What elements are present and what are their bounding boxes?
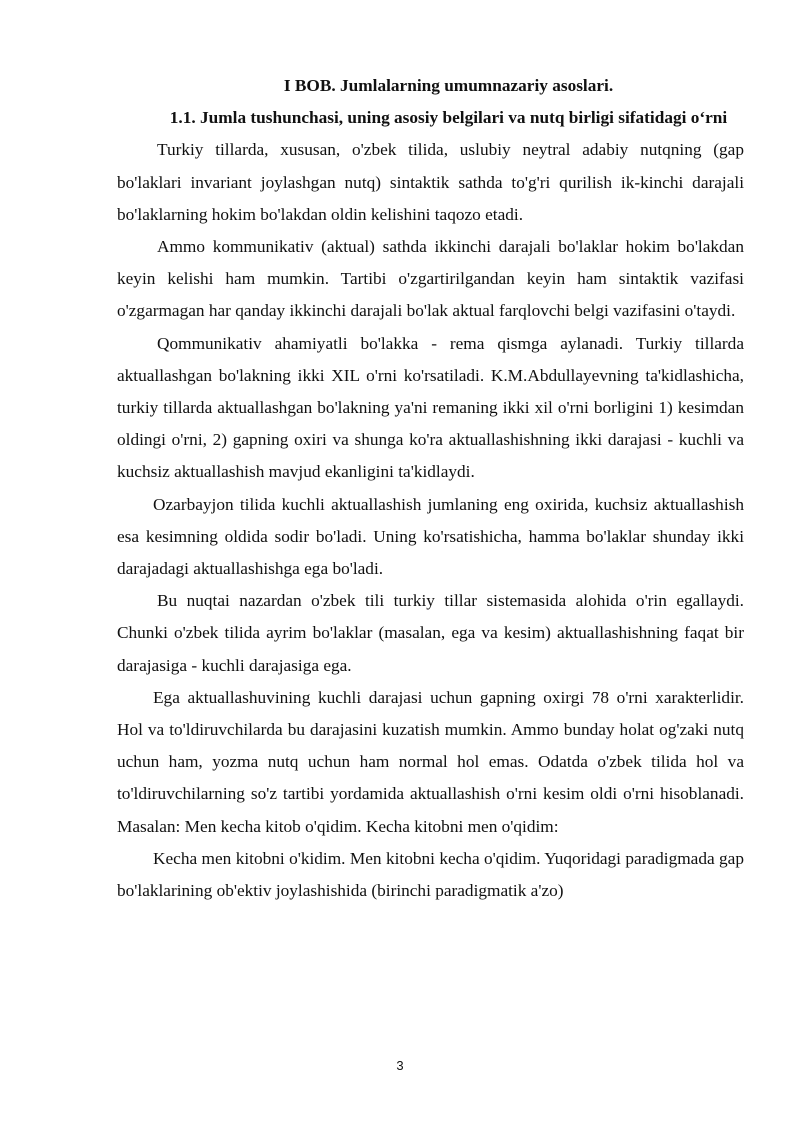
paragraph-1: Turkiy tillarda, xususan, o'zbek tilida, uslubiy neytral adabiy nutqning (gap bo'laklari invariant joylashgan nutq) sintaktik sathda to'g'ri qurilish ik-kinchi darajali bo'laklarning hokim bo'lakdan oldin kelishini taqozo etadi. [117,140,744,224]
page-number: 3 [396,1058,404,1073]
paragraph-4: Ozarbayjon tilida kuchli aktuallashish jumlaning eng oxirida, kuchsiz aktuallashish esa kesimning oldida sodir bo'ladi. Uning ko'rsatishicha, hamma bo'laklar shunday ikki darajadagi aktuallashishga ega bo'ladi. [117,494,744,579]
chapter-title: I BOB. Jumlalarning umumnazariy asoslari. [283,76,614,95]
paragraph-6: Ega aktuallashuvining kuchli darajasi uchun gapning oxirgi 78 o'rni xarakterlidir. Hol va to'ldiruvchilarda bu darajasini kuzatish mumkin. Ammo bunday holat og'zaki nutq uchun ham, yozma nutq uchun ham normal hol emas. Odatda o'zbek tilida hol va to'ldiruvchilarning so'z tartibi yordamida aktuallashish o'rni kesim oldi o'rni hisoblanadi. Masalan: Men kecha kitob o'qidim. Kecha kitobni men o'qidim: [117,687,744,836]
paragraph-5: Bu nuqtai nazardan o'zbek tili turkiy tillar sistemasida alohida o'rin egallaydi. Chunki o'zbek tilida ayrim bo'laklar (masalan, ega va kesim) aktuallashishning faqat bir darajasiga - kuchli darajasiga ega. [117,591,744,675]
section-title: 1.1. Jumla tushunchasi, uning asosiy belgilari va nutq birligi sifatidagi o‘rni [169,108,728,128]
page-content [117,70,744,907]
paragraph-3: Qommunikativ ahamiyatli bo'lakka - rema qismga aylanadi. Turkiy tillarda aktuallashgan bo'lakning ikki XIL o'rni ko'rsatiladi. K.M.Abdullayevning ta'kidlashicha, turkiy tillarda aktuallashgan bo'lakning ya'ni remaning ikki xil o'rni borligini 1) kesimdan oldingi o'rni, 2) gapning oxiri va shunga ko'ra aktuallashishning ikki darajasi - kuchli va kuchsiz aktuallashish mavjud ekanligini ta'kidlaydi. [117,333,744,482]
paragraph-7: Kecha men kitobni o'kidim. Men kitobni kecha o'qidim. Yuqoridagi paradigmada gap bo'laklarining ob'ektiv joylashishida (birinchi paradigmatik a'zo) [117,848,744,901]
paragraph-2: Ammo kommunikativ (aktual) sathda ikkinchi darajali bo'laklar hokim bo'lakdan keyin kelishi ham mumkin. Tartibi o'zgartirilgandan keyin ham sintaktik vazifasi o'zgarmagan har qanday ikkinchi darajali bo'lak aktual farqlovchi belgi vazifasini o'taydi. [117,237,744,321]
